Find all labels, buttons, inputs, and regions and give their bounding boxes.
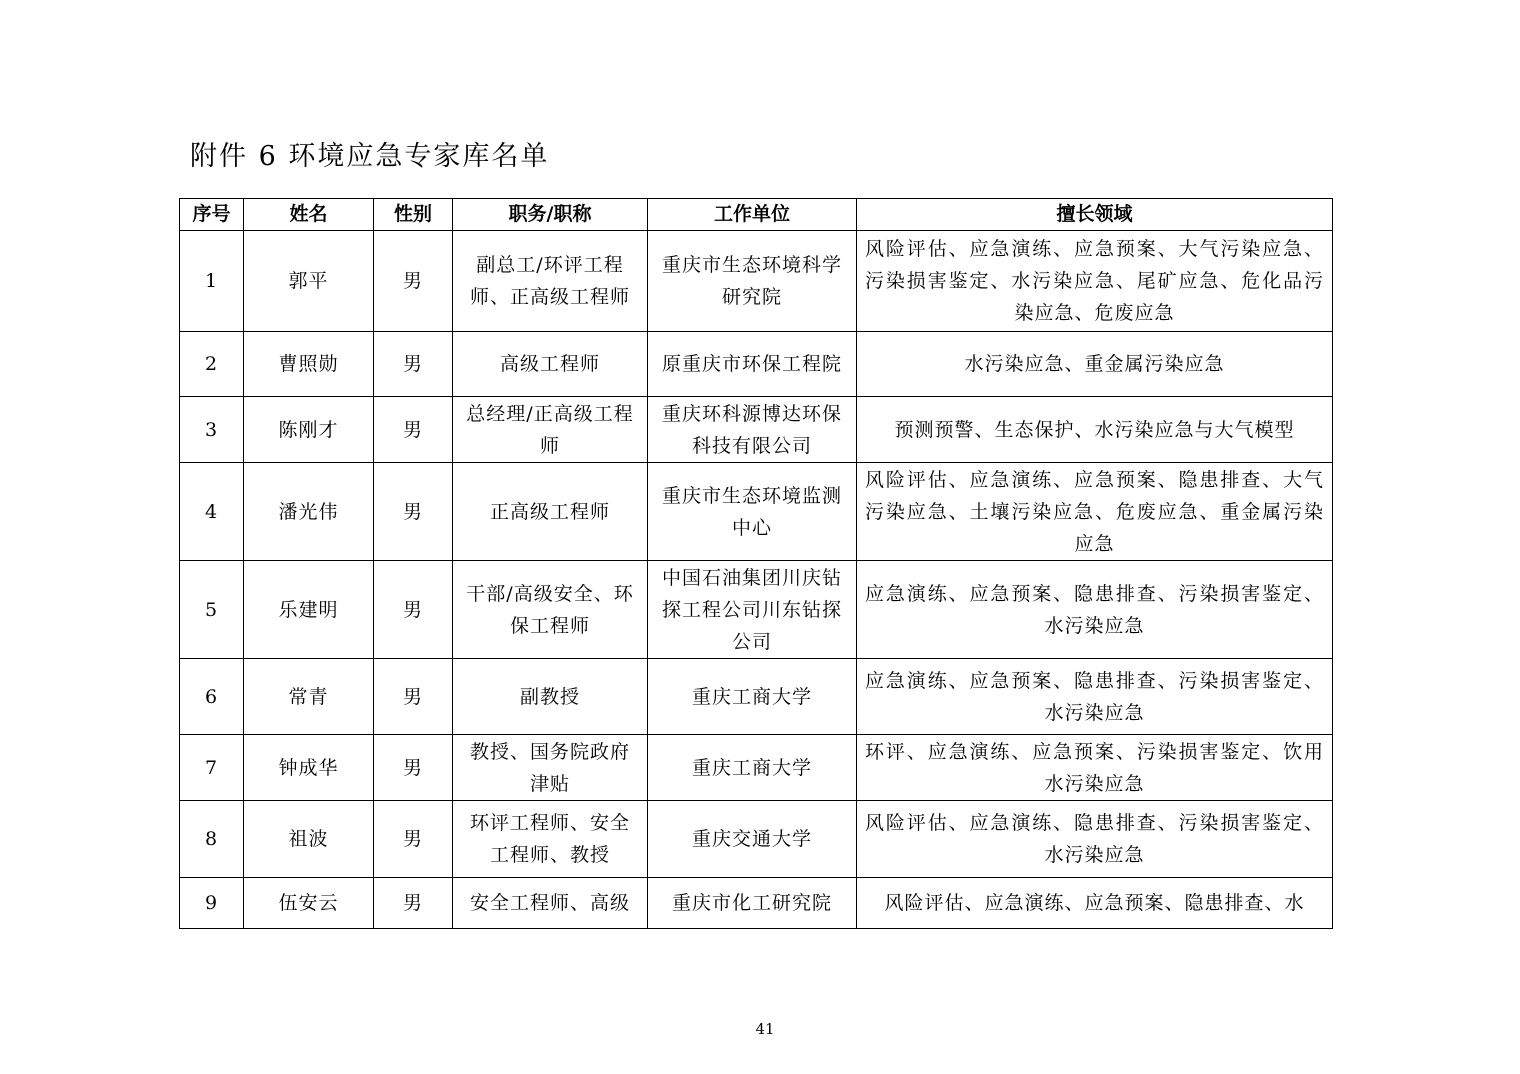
- header-index: 序号: [180, 199, 244, 231]
- table-row: [180, 463, 1333, 561]
- cell-index: 3: [180, 397, 244, 463]
- cell-title: 副总工/环评工程师、正高级工程师: [453, 231, 648, 332]
- cell-title: 教授、国务院政府津贴: [453, 735, 648, 801]
- table-body: [180, 231, 1333, 929]
- cell-expertise: 风险评估、应急演练、应急预案、隐患排查、水: [857, 878, 1333, 929]
- cell-expertise: 风险评估、应急演练、应急预案、隐患排查、大气污染应急、土壤污染应急、危废应急、重金属污染应急: [857, 463, 1333, 561]
- header-row: [180, 199, 1333, 231]
- cell-gender: 男: [374, 332, 453, 397]
- cell-employer: 重庆市生态环境监测中心: [648, 463, 857, 561]
- cell-expertise: 水污染应急、重金属污染应急: [857, 332, 1333, 397]
- cell-title: 环评工程师、安全工程师、教授: [453, 801, 648, 878]
- cell-expertise: 环评、应急演练、应急预案、污染损害鉴定、饮用水污染应急: [857, 735, 1333, 801]
- cell-gender: 男: [374, 659, 453, 735]
- cell-employer: 重庆环科源博达环保科技有限公司: [648, 397, 857, 463]
- cell-gender: 男: [374, 397, 453, 463]
- cell-name: 郭平: [244, 231, 374, 332]
- cell-expertise: 预测预警、生态保护、水污染应急与大气模型: [857, 397, 1333, 463]
- header-gender: 性别: [374, 199, 453, 231]
- cell-name: 陈刚才: [244, 397, 374, 463]
- cell-title: 正高级工程师: [453, 463, 648, 561]
- table-row: [180, 801, 1333, 878]
- cell-expertise: 应急演练、应急预案、隐患排查、污染损害鉴定、水污染应急: [857, 659, 1333, 735]
- table-row: [180, 231, 1333, 332]
- cell-gender: 男: [374, 878, 453, 929]
- table-row: [180, 561, 1333, 659]
- header-employer: 工作单位: [648, 199, 857, 231]
- cell-gender: 男: [374, 463, 453, 561]
- cell-expertise: 应急演练、应急预案、隐患排查、污染损害鉴定、水污染应急: [857, 561, 1333, 659]
- table-row: [180, 332, 1333, 397]
- cell-employer: 中国石油集团川庆钻探工程公司川东钻探公司: [648, 561, 857, 659]
- table-row: [180, 878, 1333, 929]
- cell-employer: 重庆工商大学: [648, 735, 857, 801]
- table-row: [180, 659, 1333, 735]
- cell-index: 2: [180, 332, 244, 397]
- cell-name: 潘光伟: [244, 463, 374, 561]
- cell-employer: 原重庆市环保工程院: [648, 332, 857, 397]
- cell-name: 钟成华: [244, 735, 374, 801]
- header-name: 姓名: [244, 199, 374, 231]
- cell-title: 干部/高级安全、环保工程师: [453, 561, 648, 659]
- expert-roster-table: [179, 198, 1333, 929]
- cell-title: 高级工程师: [453, 332, 648, 397]
- cell-index: 9: [180, 878, 244, 929]
- cell-index: 6: [180, 659, 244, 735]
- cell-expertise: 风险评估、应急演练、应急预案、大气污染应急、污染损害鉴定、水污染应急、尾矿应急、危化品污染应急、危废应急: [857, 231, 1333, 332]
- header-expertise: 擅长领域: [857, 199, 1333, 231]
- cell-name: 曹照勋: [244, 332, 374, 397]
- cell-gender: 男: [374, 801, 453, 878]
- cell-name: 祖波: [244, 801, 374, 878]
- header-title: 职务/职称: [453, 199, 648, 231]
- cell-index: 8: [180, 801, 244, 878]
- cell-expertise: 风险评估、应急演练、隐患排查、污染损害鉴定、水污染应急: [857, 801, 1333, 878]
- cell-employer: 重庆市化工研究院: [648, 878, 857, 929]
- table-header: [180, 199, 1333, 231]
- page-title: 附件 6 环境应急专家库名单: [190, 141, 550, 172]
- cell-name: 伍安云: [244, 878, 374, 929]
- table-row: [180, 735, 1333, 801]
- cell-employer: 重庆市生态环境科学研究院: [648, 231, 857, 332]
- cell-name: 常青: [244, 659, 374, 735]
- cell-index: 5: [180, 561, 244, 659]
- cell-index: 4: [180, 463, 244, 561]
- cell-gender: 男: [374, 735, 453, 801]
- cell-employer: 重庆工商大学: [648, 659, 857, 735]
- cell-index: 1: [180, 231, 244, 332]
- page-number: 41: [755, 1020, 775, 1038]
- cell-title: 副教授: [453, 659, 648, 735]
- cell-title: 总经理/正高级工程师: [453, 397, 648, 463]
- cell-title: 安全工程师、高级: [453, 878, 648, 929]
- cell-gender: 男: [374, 561, 453, 659]
- cell-gender: 男: [374, 231, 453, 332]
- cell-employer: 重庆交通大学: [648, 801, 857, 878]
- cell-name: 乐建明: [244, 561, 374, 659]
- table-row: [180, 397, 1333, 463]
- cell-index: 7: [180, 735, 244, 801]
